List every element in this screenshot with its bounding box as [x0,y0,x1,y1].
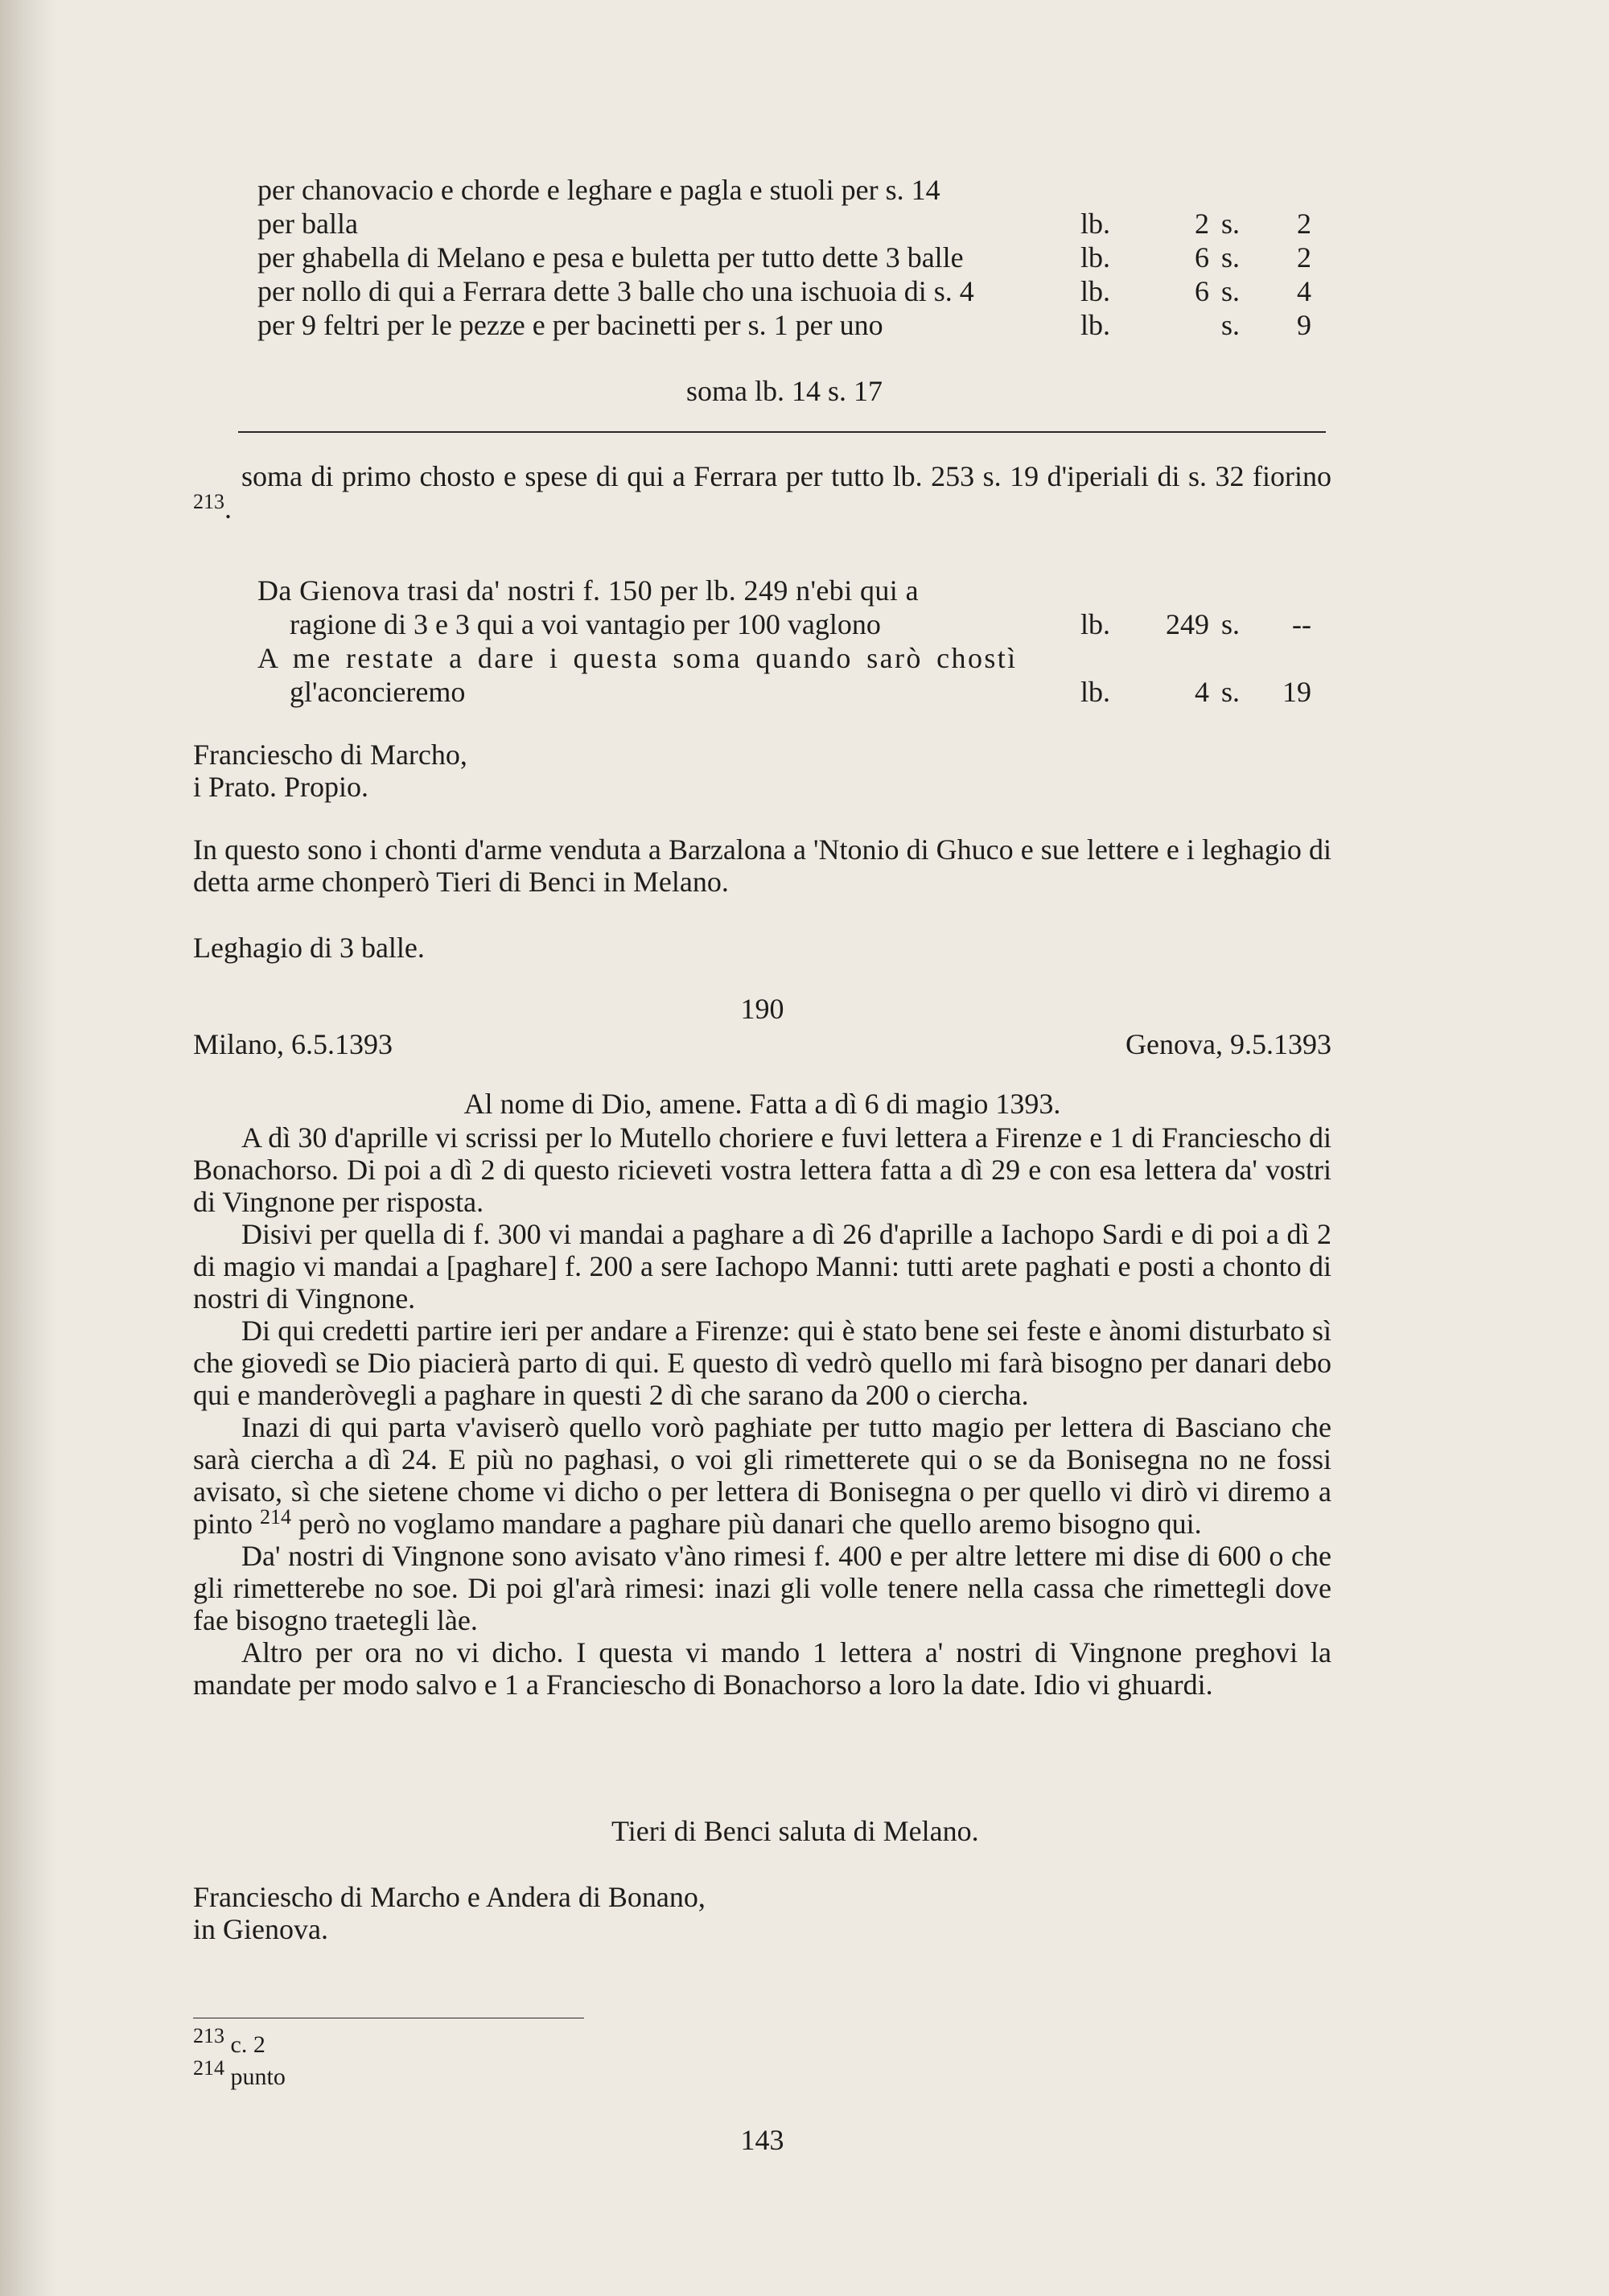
lb-value: 6 [1195,241,1209,274]
lb-label: lb. [1080,309,1111,341]
lb-label: lb. [1080,608,1111,640]
s-value: 2 [1297,208,1311,240]
address-line: in Gienova. [193,1913,328,1945]
account-subtotal: soma lb. 14 s. 17 [685,375,883,407]
archival-note [193,833,1331,898]
lb-label: lb. [1080,241,1111,274]
account-item-1 [257,174,1311,206]
footnote-text: punto [230,2064,286,2090]
s-label: s. [1221,241,1241,274]
s-value: 4 [1297,275,1311,307]
letter-paragraph-1: A dì 30 d'aprille vi scrissi per lo Mutello choriere e fuvi lettera a Firenze e 1 di Franciescho di Bonachorso. Di poi a dì 2 di questo ricieveti vostra lettera fatta a dì 29 e con esa lettera da' vostri di Vingnone per risposta. [193,1121,1331,1218]
genova-entry-2-line-1 [257,642,1311,674]
address-line: Franciescho di Marcho, [193,739,467,771]
footnote-214 [193,2056,286,2093]
s-label: s. [1221,608,1241,640]
account-total [193,460,1331,525]
bale-note: Leghagio di 3 balle. [193,932,425,964]
genova-entry-2-line-2 [257,676,1311,708]
letter-paragraph-5: Da' nostri di Vingnone sono avisato v'àno rimesi f. 400 e per altre lettere mi dise di 600 o che gli rimetterebe no soe. Di poi gl'arà rimesi: inazi gli volle tenere nella cassa che rimettegli dove fae bisogno traetegli làe. [193,1540,1331,1636]
account-total-end: . [224,492,232,525]
lb-value: 4 [1195,676,1209,708]
footnote-ref-213: 213 [193,490,224,513]
account-item-4 [257,275,1311,307]
s-value: 2 [1297,241,1311,274]
letter-origin: Milano, 6.5.1393 [193,1028,393,1060]
letter-opening: Al nome di Dio, amene. Fatta a dì 6 di magio 1393. [463,1088,1061,1120]
lb-value: 2 [1195,208,1209,240]
genova-entry-1-line-1 [257,574,1311,607]
s-label: s. [1221,275,1241,307]
footnote-ref-214: 214 [260,1505,292,1529]
letter-destination: Genova, 9.5.1393 [1125,1028,1331,1060]
letter-paragraph-4-text-end: però no voglamo mandare a paghare più danari che quello aremo bisogno qui. [298,1508,1202,1540]
account-item-2 [257,208,1311,240]
lb-label: lb. [1080,208,1111,240]
letter-paragraph-3: Di qui credetti partire ieri per andare a Firenze: qui è stato bene sei feste e ànomi disturbato sì che giovedì se Dio piacierà parto di qui. E questo dì vedrò quello mi farà bisogno per danari debo qui e manderòvegli a paghare in questi 2 dì che sarano da 200 o ciercha. [193,1315,1331,1411]
footnote-text: c. 2 [230,2031,265,2058]
account-total-text: soma di primo chosto e spese di qui a Ferrara per tutto lb. 253 s. 19 d'iperiali di s. 32 fiorino [241,460,1331,492]
account-item-description: per nollo di qui a Ferrara dette 3 balle cho una ischuoia di s. 4 [257,275,974,307]
lb-label: lb. [1080,676,1111,708]
genova-entry-text: gl'aconcieremo [290,676,466,708]
s-label: s. [1221,676,1241,708]
letter-paragraph-6: Altro per ora no vi dicho. I questa vi mando 1 lettera a' nostri di Vingnone preghovi la mandate per modo salvo e 1 a Franciescho di Bonachorso a loro la date. Idio vi ghuardi. [193,1636,1331,1701]
footnote-number: 213 [193,2024,224,2047]
account-item-description: per 9 feltri per le pezze e per bacinetti per s. 1 per uno [257,309,883,341]
genova-entry-text: Da Gienova trasi da' nostri f. 150 per lb. 249 n'ebi qui a [257,574,919,607]
divider-line [238,431,1326,433]
lb-label: lb. [1080,275,1111,307]
genova-entry-text: A me restate a dare i questa soma quando sarò chostì [257,642,1018,674]
s-value: 9 [1297,309,1311,341]
letter-paragraph-2: Disivi per quella di f. 300 vi mandai a paghare a dì 26 d'aprille a Iachopo Sardi e di poi a dì 2 di magio vi mandai a [paghare] f. 200 a sere Iachopo Manni: tutti arete paghati e posti a chonto di nostri di Vingnone. [193,1218,1331,1315]
genova-entry-1-line-2 [257,608,1311,640]
letter-number: 190 [740,993,784,1025]
letter-body [193,1121,1331,1701]
s-label: s. [1221,208,1241,240]
letter-paragraph-4 [193,1411,1331,1540]
genova-entry-text: ragione di 3 e 3 qui a voi vantagio per 100 vaglono [290,608,881,640]
account-item-description: per ghabella di Melano e pesa e buletta per tutto dette 3 balle [257,241,964,274]
address-line: i Prato. Propio. [193,771,369,803]
archival-note-text: In questo sono i chonti d'arme venduta a Barzalona a 'Ntonio di Ghuco e sue lettere e i leghagio di detta arme chonperò Tieri di Benci in Melano. [193,833,1331,898]
footnote-number: 214 [193,2056,224,2080]
s-value: -- [1292,608,1311,640]
account-item-5 [257,309,1311,341]
s-value: 19 [1282,676,1311,708]
address-line: Franciescho di Marcho e Andera di Bonano, [193,1881,706,1913]
lb-value: 249 [1166,608,1209,640]
account-item-description: per balla [257,208,358,240]
lb-value: 6 [1195,275,1209,307]
address-block-1 [193,739,467,803]
letter-signature: Tieri di Benci saluta di Melano. [611,1815,979,1847]
footnotes [193,2024,286,2093]
letter-paragraph-4-text: Inazi di qui parta v'aviserò quello vorò paghiate per tutto magio per lettera di Basciano che sarà ciercha a dì 24. E più no paghasi, o voi gli rimetterete qui o se da Bonisegna no ne fossi avisato, sì che sietene chome vi dicho o per lettera di Bonisegna o per quello vi dirò vi diremo a pinto [193,1411,1331,1540]
s-label: s. [1221,309,1241,341]
page-number: 143 [740,2124,784,2156]
account-item-description: per chanovacio e chorde e leghare e pagla e stuoli per s. 14 [257,174,940,206]
letter-address [193,1881,706,1945]
account-item-3 [257,241,1311,274]
